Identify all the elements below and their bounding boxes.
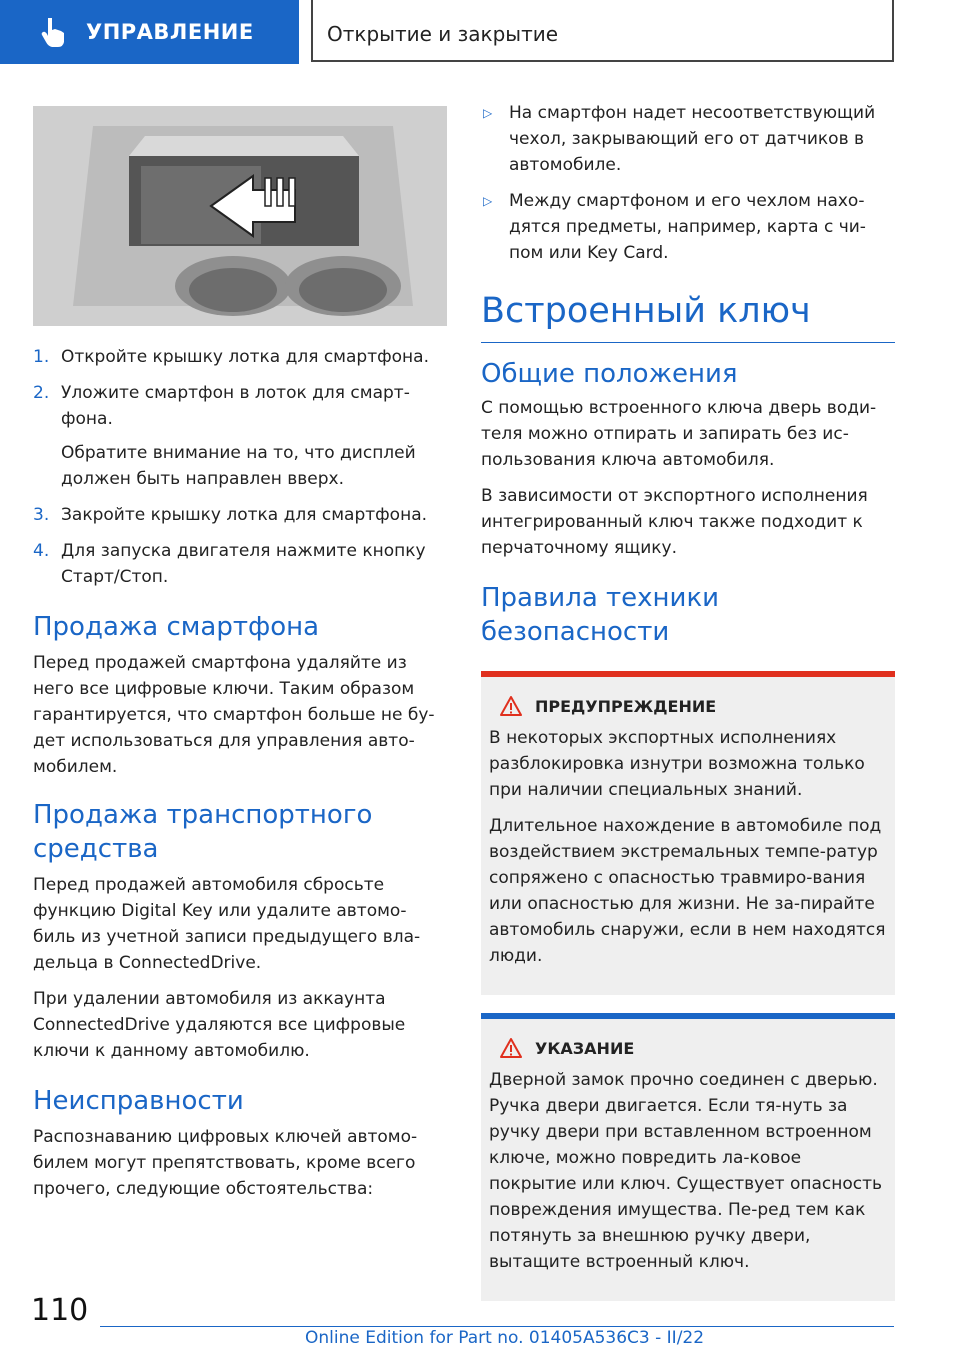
- fault-bullets: [481, 100, 895, 266]
- warning-caption: ПРЕДУПРЕЖДЕНИЕ: [535, 696, 717, 716]
- notice-text: Дверной замок прочно соединен с дверью. Ручка двери двигается. Если тя-нуть за ручку двери при вставленном встроенном ключе, можно повредить ла-ковое покрытие или ключ. Существует опасность повреждения имущества. Пе-ред тем как потянуть за внешнюю ручку двери, вытащите встроенный ключ.: [489, 1070, 883, 1272]
- heading-integrated-key: Встроенный ключ: [481, 291, 811, 331]
- page-number: 110: [31, 1293, 89, 1328]
- hand-pointer-icon: [34, 12, 74, 52]
- general-text-2: В зависимости от экспортного исполнения интегрированный ключ также подходит к перчаточному ящику.: [481, 486, 868, 558]
- warning-text-1: В некоторых экспортных исполнениях разблокировка изнутри возможна только при наличии специальных знаний.: [489, 728, 865, 800]
- list-item: 3. Закройте крышку лотка для смартфона.: [33, 505, 428, 525]
- list-item: ▷ Между смартфоном и его чехлом нахо-дятся предметы, например, карта с чи-пом или Key Card.: [481, 188, 895, 266]
- notice-caption: УКАЗАНИЕ: [535, 1038, 635, 1058]
- warning-text-2: Длительное нахождение в автомобиле под воздействием экстремальных темпе-ратур сопряжено с опасностью травмиро-вания или опасностью для жизни. Не за-пирайте автомобиль снаружи, если в нем находятся люди.: [489, 816, 886, 966]
- phone-tray-photo: [33, 106, 447, 326]
- section-title: УПРАВЛЕНИЕ: [86, 20, 254, 44]
- right-column: [481, 100, 895, 1301]
- sale-vehicle-text-2: При удалении автомобиля из аккаунта ConnectedDrive удаляются все цифровые ключи к данному автомобилю.: [33, 989, 406, 1061]
- chapter-title: Открытие и закрытие: [327, 22, 559, 46]
- phone-tray-illustration: [33, 106, 447, 326]
- footer-edition: Online Edition for Part no. 01405A536C3 - II/22: [305, 1328, 705, 1348]
- heading-general: Общие положения: [481, 359, 738, 389]
- heading-safety: Правила техники безопасности: [481, 583, 720, 647]
- steps-list: [33, 344, 447, 590]
- heading-rule: [481, 342, 895, 343]
- triangle-bullet-icon: ▷: [483, 194, 493, 208]
- list-item: 2. Уложите смартфон в лоток для смарт-фона. Обратите внимание на то, что дисплей должен быть направлен вверх.: [33, 383, 416, 489]
- heading-sale-vehicle: Продажа транспортного средства: [33, 800, 373, 864]
- triangle-bullet-icon: ▷: [483, 106, 493, 120]
- sale-vehicle-text-1: Перед продажей автомобиля сбросьте функцию Digital Key или удалите автомо-биль из учетной записи предыдущего вла-дельца в ConnectedDrive.: [33, 875, 421, 973]
- section-tab: [0, 0, 299, 64]
- list-item: ▷ На смартфон надет несоответствующий чехол, закрывающий его от датчиков в автомобиле.: [481, 100, 895, 178]
- notice-callout: [481, 1013, 895, 1301]
- list-item: 4. Для запуска двигателя нажмите кнопку Старт/Стоп.: [33, 541, 426, 587]
- notice-triangle-icon: [499, 1037, 523, 1059]
- left-column: [33, 106, 447, 1212]
- chapter-box: [311, 0, 894, 62]
- general-text-1: С помощью встроенного ключа дверь води-теля можно отпирать и запирать без ис-пользования ключа автомобиля.: [481, 398, 877, 470]
- footer-rule: [100, 1326, 894, 1327]
- heading-sale-phone: Продажа смартфона: [33, 612, 320, 642]
- faults-text: Распознаванию цифровых ключей автомо-билем могут препятствовать, кроме всего прочего, следующие обстоятельства:: [33, 1127, 418, 1199]
- list-item: 1. Откройте крышку лотка для смартфона.: [33, 347, 429, 367]
- sale-phone-text: Перед продажей смартфона удаляйте из него все цифровые ключи. Таким образом гарантируется, что смартфон больше не бу-дет использоваться для управления авто-мобилем.: [33, 653, 435, 777]
- warning-triangle-icon: [499, 695, 523, 717]
- heading-faults: Неисправности: [33, 1086, 244, 1116]
- warning-callout: [481, 671, 895, 995]
